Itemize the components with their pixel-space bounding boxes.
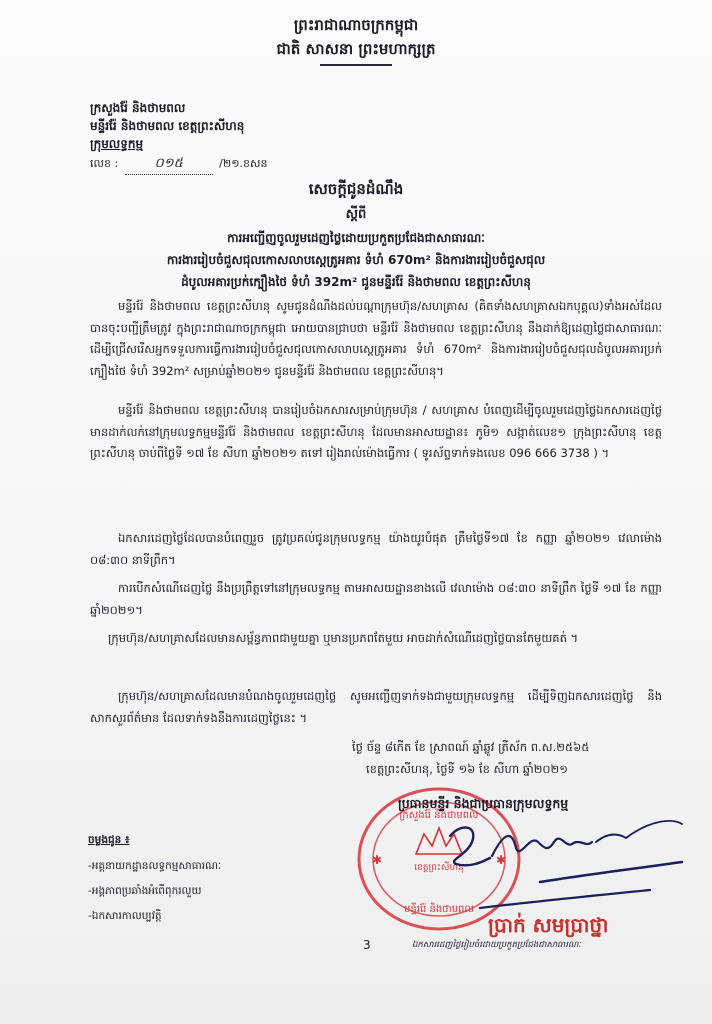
seal-center-text: ខេត្តព្រះសីហនុ <box>414 863 464 873</box>
copy-recipient-2: -អង្គភាពប្រឆាំងអំពើពុករលួយ <box>88 885 202 897</box>
notice-subject-1: ការអញ្ជើញចូលរួមដេញថ្លៃដោយប្រកួតប្រជែងជាសាធារណៈ <box>227 231 485 245</box>
department-name: មន្ទីររ៉ែ និងថាមពល ខេត្តព្រះសីហនុ <box>90 119 245 133</box>
paragraph-4: ការបើកសំណើដេញថ្លៃ នឹងប្រព្រឹត្តទៅនៅក្រុមលទ្ធកម្ម តាមអាសយដ្ឋានខាងលើ វេលាម៉ោង ០៨:៣០ នាទីព្រឹក ថ្ងៃទី ១៧ ខែ កញ្ញា ឆ្នាំ២០២១។ <box>90 581 662 617</box>
ref-suffix: /២១.ខសន <box>219 157 268 170</box>
copy-recipient-3: -ឯកសារកាលប្បវត្តិ <box>88 910 162 922</box>
seal-star-right-icon: ✱ <box>496 853 507 867</box>
paragraph-3: ឯកសារដេញថ្លៃដែលបានបំពេញរួច ត្រូវប្រគល់ជូនក្រុមលទ្ធកម្ម យ៉ាងយូរបំផុត ត្រឹមថ្ងៃទី១៧ ខែ កញ្ញា ឆ្នាំ២០២១ វេលាម៉ោង ០៨:៣០ នាទីព្រឹក។ <box>90 531 662 567</box>
committee-name: ក្រុមលទ្ធកម្ម <box>90 137 144 151</box>
notice-subject-2: ការងាររៀបចំជួសជុលកោសលាបស្តេត្រូអគារ ទំហំ 670m² និងការងាររៀបចំជួសជុល <box>166 253 546 267</box>
kingdom-heading: ព្រះរាជាណាចក្រកម្ពុជា <box>293 16 419 34</box>
notice-title: សេចក្តីជូនដំណឹង <box>308 180 404 198</box>
seal-bottom-text: មន្ទីររ៉ែ និងថាមពល <box>404 904 474 915</box>
seal-star-left-icon: ✱ <box>372 853 383 867</box>
ministry-name: ក្រសួងរ៉ែ និងថាមពល <box>90 101 186 115</box>
national-motto: ជាតិ សាសនា ព្រះមហាក្សត្រ <box>276 40 436 58</box>
motto-divider <box>320 64 392 66</box>
ref-prefix: លេខ : <box>90 157 119 170</box>
solar-date: ខេត្តព្រះសីហនុ, ថ្ងៃទី ១៦ ខែ សីហា ឆ្នាំ២០២១ <box>366 762 568 776</box>
paragraph-5: ក្រុមហ៊ុន/សហគ្រាសដែលមានសម្ព័ន្ធភាពជាមួយគ្នា ឬមានប្រភពតែមួយ អាចដាក់សំណើដេញថ្លៃបានតែមួយគត់ ។ <box>108 631 579 645</box>
handwritten-signature <box>420 812 690 922</box>
copy-recipient-1: -អគ្គនាយកដ្ឋានលទ្ធកម្មសាធារណៈ <box>88 860 222 872</box>
page-number: 3 <box>363 938 371 952</box>
signatory-title: ប្រធានមន្ទីរ និងជាប្រធានក្រុមលទ្ធកម្ម <box>398 796 569 811</box>
paragraph-6: ក្រុមហ៊ុន/សហគ្រាសដែលមានបំណងចូលរួមដេញថ្លៃ សូមអញ្ជើញទាក់ទងជាមួយក្រុមលទ្ធកម្ម ដើម្បីទិញឯកសារដេញថ្លៃ និងសាកសួរព័ត៌មាន ដែលទាក់ទងនឹងការដេញថ្លៃនេះ ។ <box>90 689 662 725</box>
lunar-date: ថ្ងៃ ច័ន្ទ ៨កើត ខែ ស្រាពណ៍ ឆ្នាំឆ្លូវ ត្រីស័ក ព.ស.២៥៦៥ <box>352 740 590 754</box>
reference-number <box>90 155 267 175</box>
signatory-name: ប្រាក់ សមប្រាថ្នា <box>488 913 609 937</box>
notice-about: ស្តីពី <box>345 207 367 222</box>
notice-subject-3: ដំបូលអគារប្រក់ក្បឿងថៃ ទំហំ 392m² ជូនមន្ទីររ៉ែ និងថាមពល ខេត្តព្រះសីហនុ <box>181 275 531 289</box>
ref-number: ០១៥ <box>125 155 213 175</box>
copies-heading: ចម្លងជូន ៖ <box>88 834 130 846</box>
signature-caption: ឯកសារដេញថ្លៃរៀបចំដោយប្រកួតប្រជែងជាសាធារណៈ <box>412 940 581 950</box>
seal-top-text: ក្រសួងរ៉ែ និងថាមពល <box>399 810 479 821</box>
paragraph-1: មន្ទីររ៉ែ និងថាមពល ខេត្តព្រះសីហនុ សូមជូនដំណឹងដល់បណ្តាក្រុមហ៊ុន/សហគ្រាស (គិតទាំងសហគ្រាសឯកបុគ្គល)ទាំងអស់ដែលបានចុះបញ្ជីត្រឹមត្រូវ ក្នុងព្រះរាជាណាចក្រកម្ពុជា អោយបានជ្រាបថា មន្ទីររ៉ែ និងថាមពល ខេត្តព្រះសីហនុ នឹងដាក់ឱ្យដេញថ្លៃជាសាធារណៈដើម្បីជ្រើសរើសអ្នកទទួលការធ្វើការងាររៀបចំជួសជុលកោសលាបស្តេត្រូអគារ ទំហំ 670m² និងការងាររៀបចំជួសជុលដំបូលអគារប្រក់ក្បឿងថៃ ទំហំ 392m² សម្រាប់ឆ្នាំ២០២១ ជូនមន្ទីររ៉ែ និងថាមពល ខេត្តព្រះសីហនុ។ <box>90 299 662 378</box>
paragraph-2: មន្ទីររ៉ែ និងថាមពល ខេត្តព្រះសីហនុ បានរៀបចំឯកសារសម្រាប់ក្រុមហ៊ុន / សហគ្រាស បំពេញដើម្បីចូលរួមដេញថ្លៃឯកសារដេញថ្លៃ មានដាក់លក់នៅក្រុមលទ្ធកម្មមន្ទីររ៉ែ និងថាមពល ខេត្តព្រះសីហនុ ដែលមានអាសយដ្ឋាន៖ ភូមិ១ សង្កាត់លេខ១ ក្រុងព្រះសីហនុ ខេត្តព្រះសីហនុ ចាប់ពីថ្ងៃទី ១៧ ខែ សីហា ឆ្នាំ២០២១ តទៅ រៀងរាល់ម៉ោងធ្វើការ ( ទូរស័ព្ទទាក់ទងលេខ 096 666 3738 ) ។ <box>90 403 662 460</box>
